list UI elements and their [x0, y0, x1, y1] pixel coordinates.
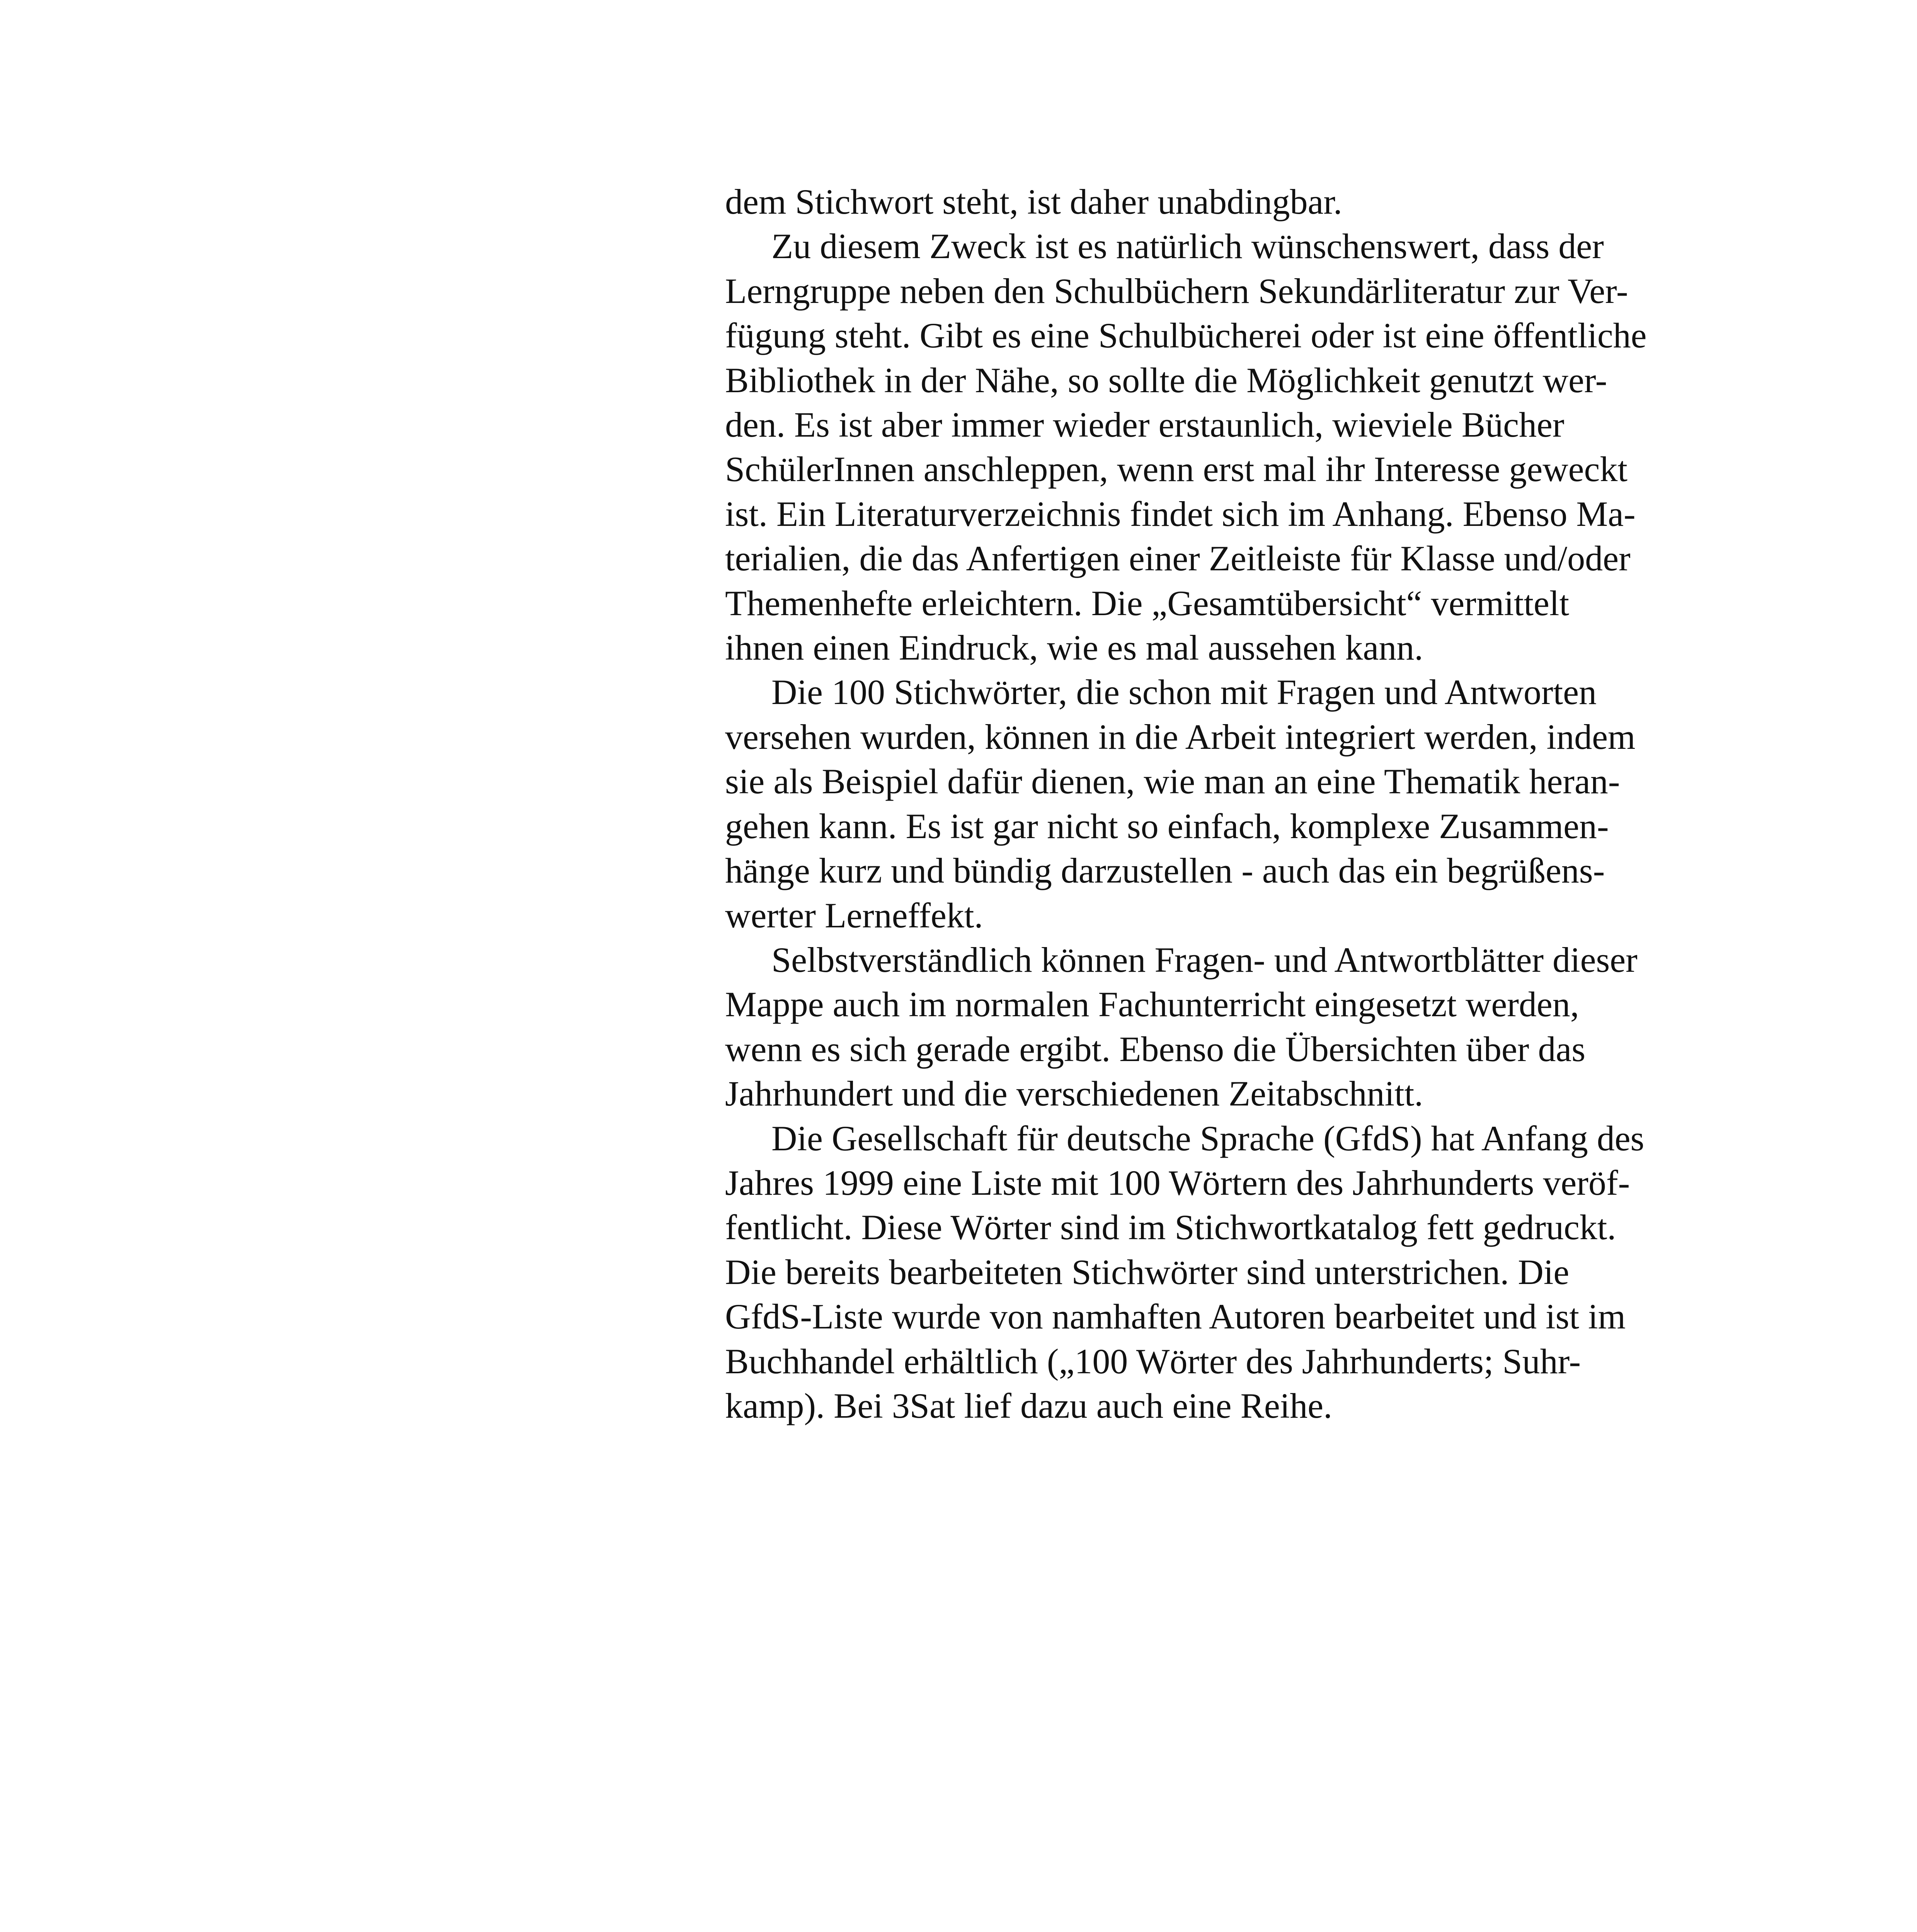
- text-line: Die bereits bearbeiteten Stichwörter sind unterstrichen. Die: [725, 1252, 1570, 1292]
- text-line: ihnen einen Eindruck, wie es mal aussehen kann.: [725, 628, 1423, 668]
- text-line: Die 100 Stichwörter, die schon mit Fragen und Antworten: [771, 672, 1597, 712]
- text-line: dem Stichwort steht, ist daher unabdingbar.: [725, 182, 1342, 221]
- text-line: terialien, die das Anfertigen einer Zeitleiste für Klasse und/oder: [725, 539, 1631, 578]
- text-line: Themenhefte erleichtern. Die „Gesamtübersicht“ vermittelt: [725, 583, 1570, 623]
- text-line: fentlicht. Diese Wörter sind im Stichwortkatalog fett gedruckt.: [725, 1208, 1616, 1247]
- paragraph: [725, 938, 1745, 1116]
- text-line: sie als Beispiel dafür dienen, wie man an eine Thematik heran-: [725, 762, 1620, 801]
- text-line: Lerngruppe neben den Schulbüchern Sekundärliteratur zur Ver-: [725, 271, 1628, 311]
- text-line: Jahrhundert und die verschiedenen Zeitabschnitt.: [725, 1074, 1423, 1114]
- text-line: Jahres 1999 eine Liste mit 100 Wörtern des Jahrhunderts veröf-: [725, 1163, 1630, 1202]
- text-line: versehen wurden, können in die Arbeit integriert werden, indem: [725, 717, 1636, 757]
- text-line: Mappe auch im normalen Fachunterricht eingesetzt werden,: [725, 985, 1579, 1024]
- text-line: Die Gesellschaft für deutsche Sprache (GfdS) hat Anfang des: [771, 1118, 1645, 1158]
- paragraph: [725, 224, 1745, 670]
- text-line: kamp). Bei 3Sat lief dazu auch eine Reihe.: [725, 1386, 1333, 1425]
- text-line: Selbstverständlich können Fragen- und Antwortblätter dieser: [771, 940, 1638, 980]
- text-line: werter Lerneffekt.: [725, 895, 983, 935]
- text-line: wenn es sich gerade ergibt. Ebenso die Übersichten über das: [725, 1029, 1586, 1069]
- text-line: hänge kurz und bündig darzustellen - auch das ein begrüßens-: [725, 851, 1605, 891]
- text-line: GfdS-Liste wurde von namhaften Autoren bearbeitet und ist im: [725, 1297, 1626, 1337]
- text-line: gehen kann. Es ist gar nicht so einfach, komplexe Zusammen-: [725, 806, 1609, 846]
- text-line: Buchhandel erhältlich („100 Wörter des Jahrhunderts; Suhr-: [725, 1341, 1581, 1381]
- text-line: Zu diesem Zweck ist es natürlich wünschenswert, dass der: [771, 226, 1604, 266]
- paragraph: [725, 180, 1745, 224]
- body-text: [725, 180, 1745, 1428]
- paragraph: [725, 670, 1745, 937]
- text-line: ist. Ein Literaturverzeichnis findet sich im Anhang. Ebenso Ma-: [725, 494, 1636, 534]
- text-line: fügung steht. Gibt es eine Schulbücherei oder ist eine öffentliche: [725, 316, 1647, 355]
- paragraph: [725, 1116, 1745, 1429]
- text-line: den. Es ist aber immer wieder erstaunlich, wieviele Bücher: [725, 405, 1565, 445]
- text-line: SchülerInnen anschleppen, wenn erst mal ihr Interesse geweckt: [725, 449, 1628, 489]
- text-line: Bibliothek in der Nähe, so sollte die Möglichkeit genutzt wer-: [725, 360, 1607, 400]
